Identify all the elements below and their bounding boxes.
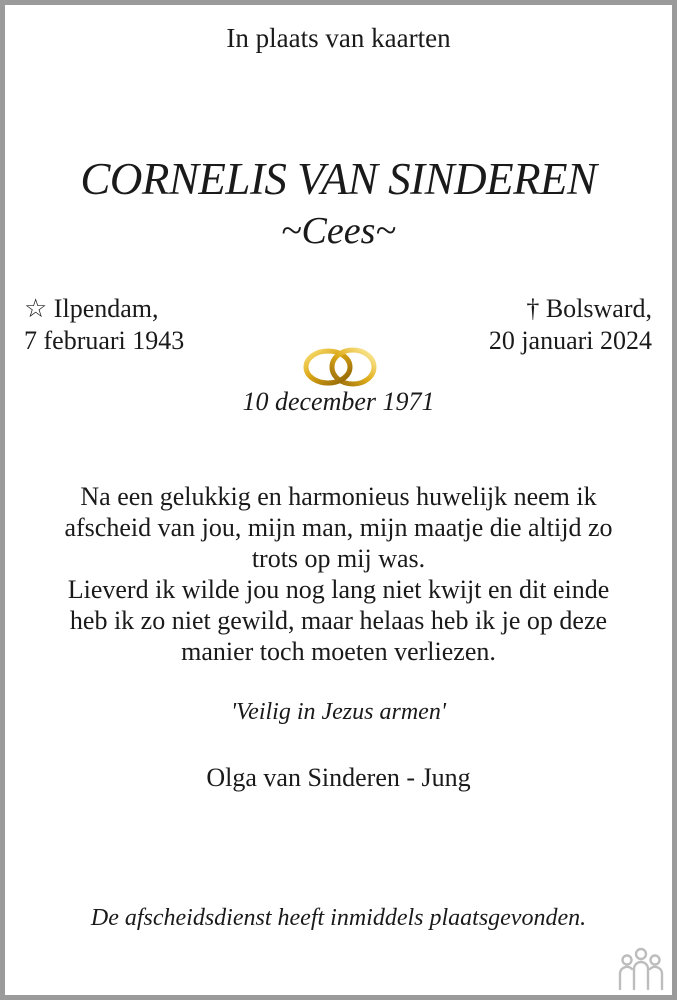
deceased-name: CORNELIS VAN SINDEREN [80, 154, 597, 204]
people-logo-icon [616, 947, 666, 991]
death-place: † Bolsward, [526, 294, 652, 323]
deceased-nickname: ~Cees~ [281, 210, 396, 252]
birth-place: ☆ Ilpendam, [24, 294, 159, 323]
death-info [489, 293, 652, 357]
message-line: afscheid van jou, mijn man, mijn maatje die altijd zo [64, 513, 613, 542]
birth-info [24, 293, 184, 357]
wedding-date: 10 december 1971 [242, 387, 435, 416]
header-text: In plaats van kaarten [226, 23, 451, 53]
death-announcement [5, 5, 672, 995]
message-line: trots op mij was. [251, 544, 426, 573]
message-line: Na een gelukkig en harmonieus huwelijk neem ik [80, 482, 597, 511]
message-line: heb ik zo niet gewild, maar helaas heb ik je op deze [69, 606, 608, 635]
quote-text: 'Veilig in Jezus armen' [231, 699, 446, 725]
wedding-rings-icon [301, 343, 381, 389]
birth-date: 7 februari 1943 [24, 326, 185, 355]
death-date: 20 januari 2024 [488, 326, 652, 355]
message-line: Lieverd ik wilde jou nog lang niet kwijt en dit einde [67, 575, 610, 604]
message-line: manier toch moeten verliezen. [181, 637, 496, 666]
signature: Olga van Sinderen - Jung [206, 763, 471, 792]
footer-note: De afscheidsdienst heeft inmiddels plaatsgevonden. [90, 905, 587, 931]
farewell-message [5, 481, 672, 667]
